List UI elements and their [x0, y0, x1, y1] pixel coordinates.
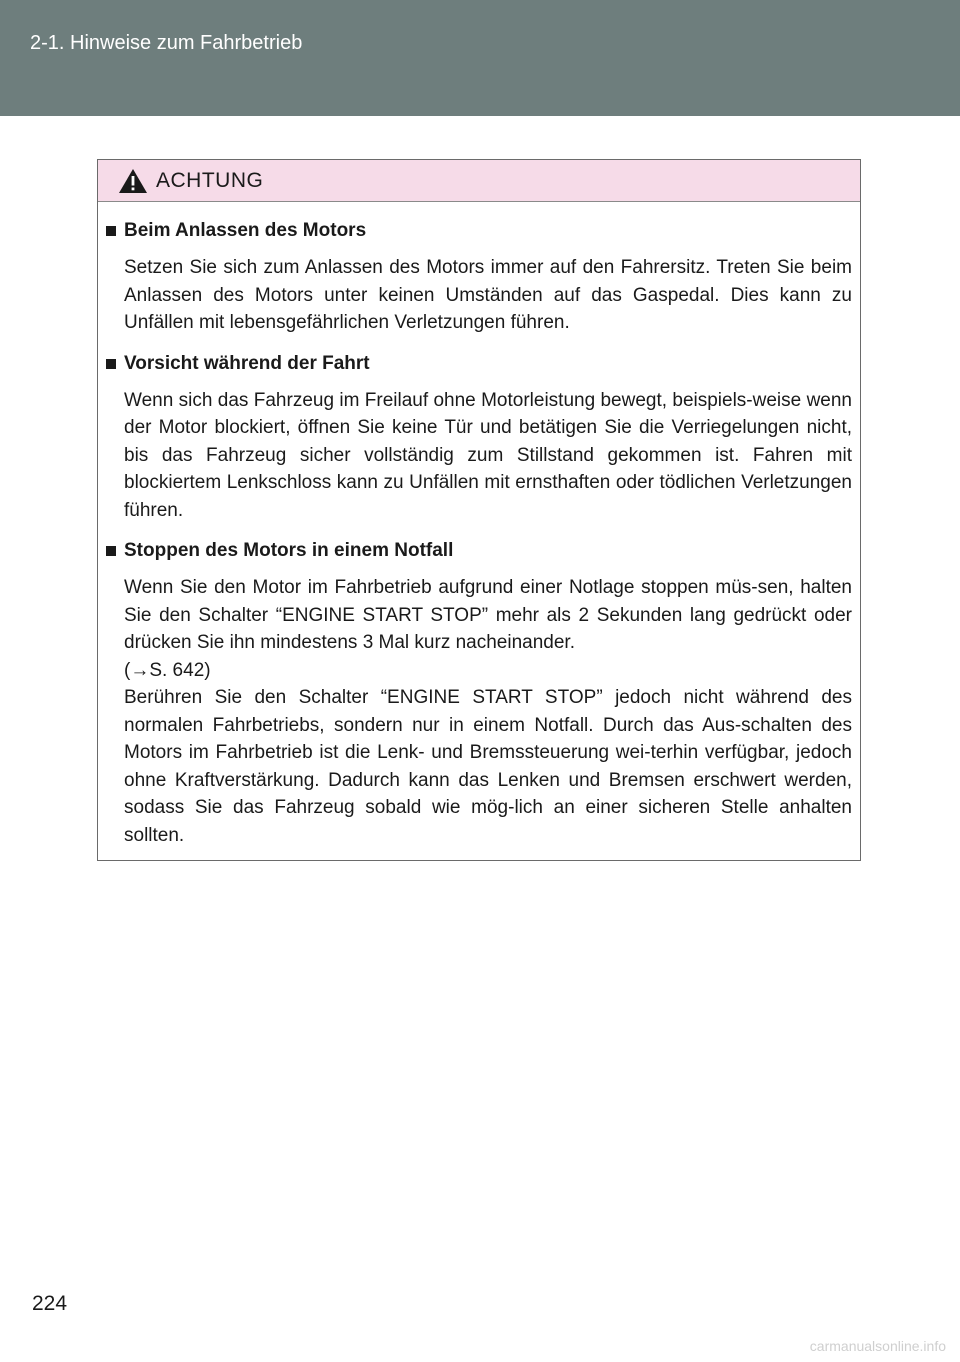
warning-body [98, 202, 860, 849]
square-bullet-icon [106, 226, 116, 236]
square-bullet-icon [106, 546, 116, 556]
item-text: Wenn sich das Fahrzeug im Freilauf ohne Motorleistung bewegt, beispiels-weise wenn der Motor blockiert, öffnen Sie keine Tür und betätigen Sie die Verriegelungen nicht, bis das Fahrzeug sicher vollständig zum Stillstand gekommen ist. Fahren mit blockiertem Lenkschloss kann zu Unfällen mit ernsthaften oder tödlichen Verletzungen führen. [124, 389, 852, 521]
page-header [0, 0, 960, 116]
item-text: Setzen Sie sich zum Anlassen des Motors immer auf den Fahrersitz. Treten Sie beim Anlassen des Motors unter keinen Umständen auf das Gaspedal. Dies kann zu Unfällen mit lebensgefährlichen Verletzungen führen. [124, 257, 852, 333]
item-heading [106, 218, 852, 244]
warning-header [98, 160, 860, 202]
item-heading [106, 538, 852, 564]
warning-item [106, 351, 852, 525]
square-bullet-icon [106, 359, 116, 369]
page-number: 224 [32, 1292, 68, 1315]
item-heading [106, 351, 852, 377]
warning-box [97, 159, 861, 861]
item-heading-text: Stoppen des Motors in einem Notfall [124, 540, 454, 561]
warning-title: ACHTUNG [156, 168, 264, 192]
warning-item [106, 218, 852, 337]
item-paragraph: Berühren Sie den Schalter “ENGINE START STOP” jedoch nicht während des normalen Fahrbetriebs, sondern nur in einem Notfall. Durch das Aus-schalten des Motors im Fahrbetrieb ist die Lenk- und Bremssteuerung wei-terhin verfügbar, jedoch ohne Kraftverstärkung. Dadurch kann das Lenken und Bremsen erschwert werden, sodass Sie das Fahrzeug sobald wie mög-lich an einer sicheren Stelle anhalten sollten. [124, 687, 852, 846]
warning-triangle-icon [118, 168, 148, 194]
item-paragraph: Wenn Sie den Motor im Fahrbetrieb aufgrund einer Notlage stoppen müs-sen, halten Sie den Schalter “ENGINE START STOP” mehr als 2 Sekunden lang gedrückt oder drücken Sie ihn mindestens 3 Mal kurz nacheinander. [124, 577, 852, 653]
item-heading-text: Beim Anlassen des Motors [124, 220, 367, 241]
item-text [106, 574, 852, 849]
warning-item [106, 538, 852, 849]
item-heading-text: Vorsicht während der Fahrt [124, 352, 370, 374]
watermark: carmanualsonline.info [809, 1338, 946, 1354]
section-title: 2-1. Hinweise zum Fahrbetrieb [30, 32, 303, 54]
page-reference-link[interactable]: (→S. 642) [124, 659, 211, 681]
